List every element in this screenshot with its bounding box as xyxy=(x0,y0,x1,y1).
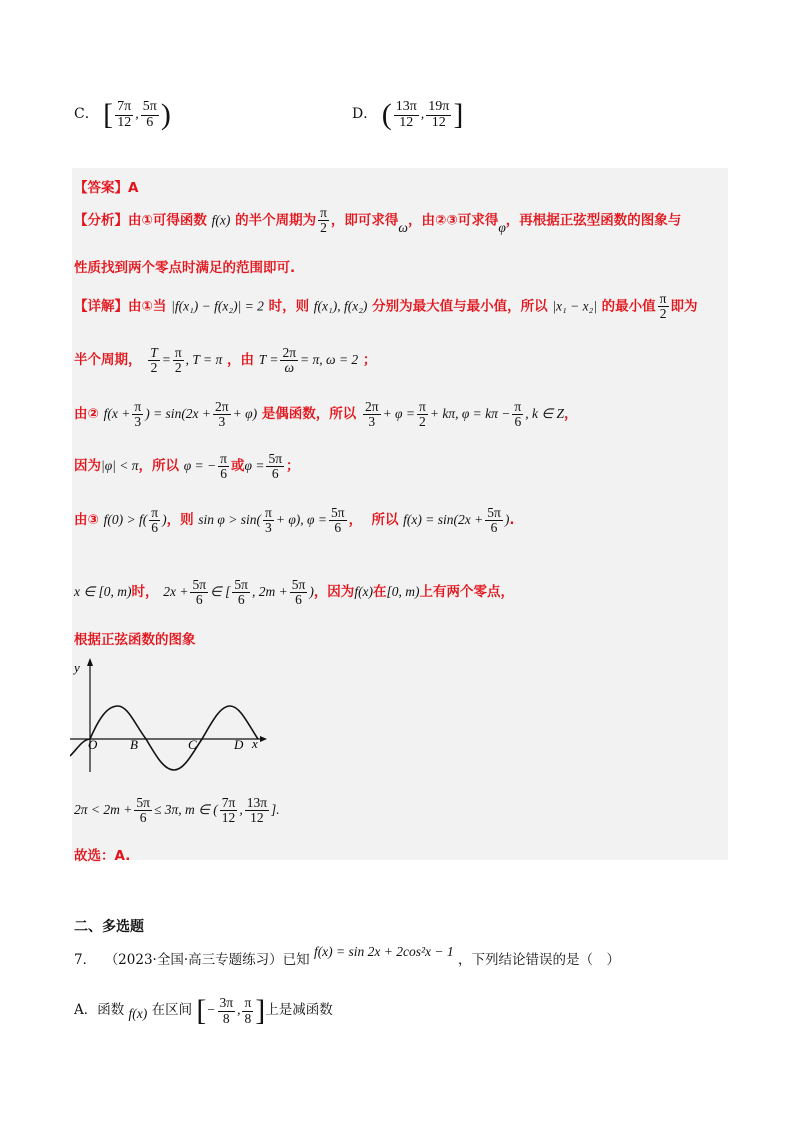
question-7-option-a: A．函数 f(x) 在区间 [− $\frac{3\pi}{8}$ , $\frac{\pi}{8}$ ]上是减函数 xyxy=(74,994,333,1027)
graph-label-b: B xyxy=(130,737,138,752)
graph-label-x: x xyxy=(252,736,258,751)
detail-line-9: 故选：A. xyxy=(74,848,131,864)
option-d-label: D． xyxy=(352,106,378,123)
x-axis-arrow xyxy=(260,736,267,742)
y-axis-arrow xyxy=(87,658,93,666)
detail-line-2: 半个周期， $\frac{T}{2}$ = $\frac{\pi}{2}$ , T = π ，由 T = $\frac{2\pi}{\omega}$ = π, ω = 2 ； xyxy=(74,345,377,376)
analysis-line-2: 性质找到两个零点时满足的范围即可. xyxy=(74,260,296,276)
detail-line-3: 由② f(x + $\frac{\pi}{3}$ ) = sin(2x + $\frac{2\pi}{3}$ + φ) 是偶函数，所以 $\frac{2\pi}{3}$ + φ = $\frac{\pi}{2}$ + kπ, φ = kπ − $\frac{\pi}{6}$ , k ∈ Z， xyxy=(74,399,578,430)
question-7: 7． （2023·全国·高三专题练习）已知 f(x) = sin 2x + 2cos²x − 1 ，下列结论错误的是（ ） xyxy=(74,944,620,968)
detail-line-5: 由③ f(0) > f( $\frac{\pi}{6}$ )，则 sin φ > sin( $\frac{\pi}{3}$ + φ), φ = $\frac{5\pi}{6}$ ， 所以 f(x) = sin(2x + $\frac{5\pi}{6}$ ). xyxy=(74,505,515,536)
detail-line-4: 因为|φ| < π，所以 φ = − $\frac{\pi}{6}$ 或φ = $\frac{5\pi}{6}$ ； xyxy=(74,451,300,482)
graph-label-c: C xyxy=(188,737,197,752)
option-c: C． [ $\frac{7\pi}{12}$ , $\frac{5\pi}{6}$ ) xyxy=(74,98,171,131)
graph-label-y: y xyxy=(74,660,80,675)
detail-line-8: 2π < 2m + $\frac{5\pi}{6}$ ≤ 3π, m ∈ ( $\frac{7\pi}{12}$ , $\frac{13\pi}{12}$ ]. xyxy=(74,795,280,826)
option-d: D． ( $\frac{13\pi}{12}$ , $\frac{19\pi}{12}$ ] xyxy=(352,98,464,131)
sine-curve xyxy=(70,706,258,770)
graph-label-o: O xyxy=(88,737,98,752)
graph-label-d: D xyxy=(234,737,244,752)
detail-line-1: 【详解】由①当 |f(x₁) − f(x₂)| = 2 时，则 f(x₁), f(x₂) 分别为最大值与最小值，所以 |x₁ − x₂| 的最小值 $\frac{\pi}{2}$ 即为 xyxy=(74,291,698,322)
analysis-line-1: 【分析】由①可得函数 f(x) 的半个周期为 $\frac{\pi}{2}$ ，即可求得ω，由②③可求得φ，再根据正弦型函数的图象与 xyxy=(74,205,682,236)
sine-graph xyxy=(70,656,270,776)
answer-line xyxy=(74,176,138,196)
section-title: 二、多选题 xyxy=(74,919,144,935)
option-c-label: C． xyxy=(74,106,99,123)
detail-line-7: 根据正弦函数的图象 xyxy=(74,632,196,648)
answer-label: 【答案】A xyxy=(74,180,139,196)
detail-line-6: x ∈ [0, m)时， 2x + $\frac{5\pi}{6}$ ∈ [ $\frac{5\pi}{6}$ , 2m + $\frac{5\pi}{6}$ )，因为f(x)在[0, m)上有两个零点， xyxy=(74,577,515,608)
